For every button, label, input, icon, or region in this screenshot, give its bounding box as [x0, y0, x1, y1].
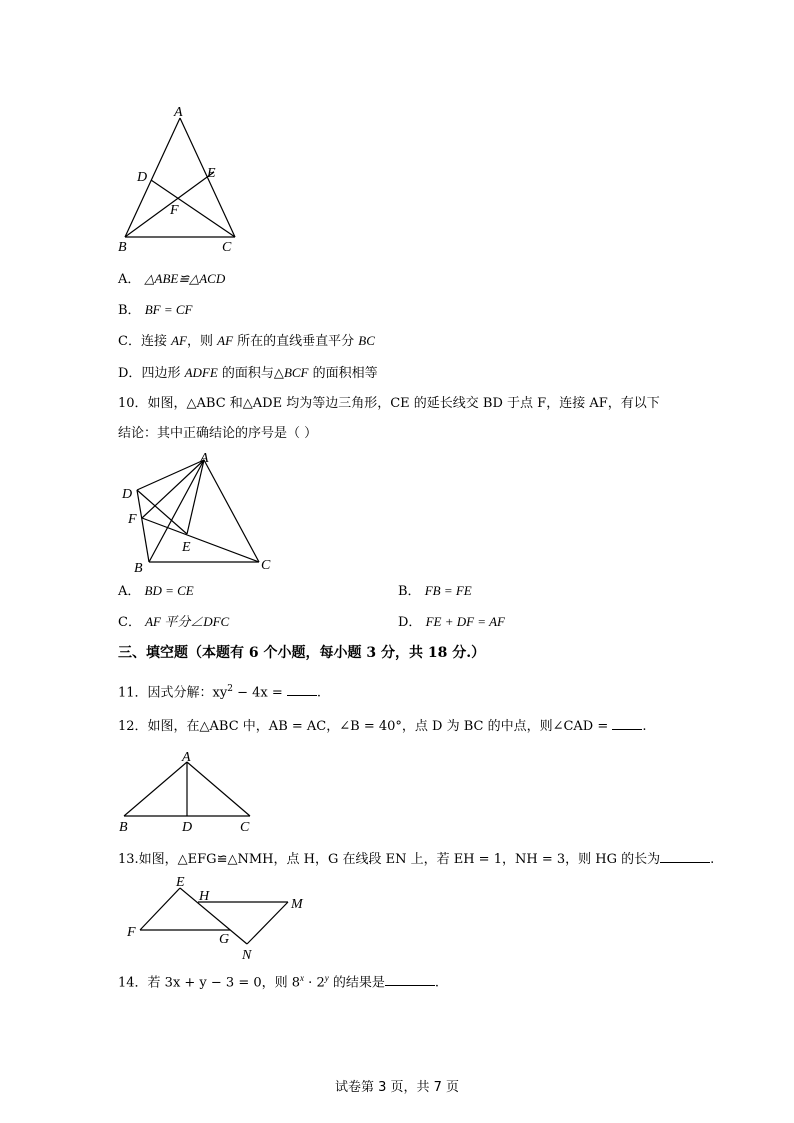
option-text: 连接 [140, 334, 172, 349]
q11-prefix: 11．因式分解： [118, 685, 213, 701]
q9-label-f: F [170, 203, 179, 218]
option-letter: A． [118, 272, 141, 287]
math-af: AF [217, 333, 234, 348]
q9-label-d: D [137, 170, 148, 185]
answer-blank[interactable] [612, 719, 642, 730]
q13-figure [120, 872, 320, 964]
q9-figure [110, 100, 250, 255]
q11-exponent: 2 [227, 684, 233, 694]
option-letter: C． [118, 334, 141, 349]
q9-option-d [118, 364, 378, 383]
q11-expr: − 4x = [232, 685, 287, 701]
q10-label-b: B [134, 561, 143, 576]
q12-label-d: D [182, 820, 193, 835]
section-heading: 三、填空题（本题有 6 个小题，每小题 3 分，共 18 分.） [118, 645, 486, 661]
option-text: BF = CF [144, 302, 193, 317]
q9-label-b: B [118, 240, 127, 255]
q12-end: . [642, 719, 647, 734]
answer-blank[interactable] [660, 852, 710, 863]
option-letter: C． [118, 615, 141, 630]
q12-figure [112, 748, 262, 836]
q10-option-d [398, 613, 505, 632]
q13-label-n: N [242, 948, 252, 963]
math-bcf: BCF [283, 365, 309, 380]
q10-label-c: C [261, 558, 271, 573]
q13-label-f: F [127, 925, 136, 940]
q10-label-f: F [128, 512, 137, 527]
option-text: 的面积与△ [217, 366, 284, 381]
q14-exponent: x [300, 973, 305, 983]
q14-text: · 2 [304, 975, 325, 991]
q9-label-a: A [174, 105, 183, 120]
q12-text: 12．如图，在△ABC 中，AB = AC，∠B = 40°，点 D 为 BC 的中点，则∠CAD = [118, 719, 613, 734]
q12-stem [118, 718, 647, 736]
q9-label-e: E [207, 166, 216, 181]
q10-figure [112, 448, 282, 576]
option-text: 所在的直线垂直平分 [233, 334, 359, 349]
page-footer: 试卷第 3 页，共 7 页 [334, 1080, 460, 1095]
option-text: 的面积相等 [308, 366, 378, 381]
q11-stem [118, 680, 321, 702]
option-text: △ABE≌△ACD [144, 271, 226, 286]
q12-label-a: A [182, 750, 191, 765]
option-text: FB = FE [424, 583, 472, 598]
q10-option-c [118, 613, 229, 632]
q10-label-a: A [200, 451, 209, 466]
q11-expr: xy [212, 685, 228, 701]
option-letter: B． [398, 584, 421, 599]
q14-exponent: y [324, 973, 329, 983]
q14-stem [118, 969, 439, 992]
answer-blank[interactable] [287, 685, 317, 696]
q13-stem [118, 851, 714, 869]
math-af: AF [171, 333, 187, 348]
q9-option-a [118, 270, 225, 289]
q13-label-m: M [291, 897, 303, 912]
q13-label-g: G [219, 932, 230, 947]
q13-end: . [710, 852, 715, 867]
q14-text: 14．若 3x + y − 3 = 0，则 8 [118, 975, 301, 991]
q13-label-e: E [176, 875, 185, 890]
q12-label-c: C [240, 820, 250, 835]
option-text: FE + DF = AF [425, 614, 505, 629]
option-text: ，则 [186, 334, 218, 349]
q9-option-b [118, 301, 192, 320]
option-text: AF 平分∠DFC [145, 614, 230, 629]
q9-label-c: C [222, 240, 232, 255]
option-letter: D． [118, 366, 142, 381]
q10-option-b [398, 582, 472, 601]
q10-label-d: D [122, 487, 133, 502]
math-bc: BC [358, 333, 375, 348]
q10-stem-line2: 结论：其中正确结论的序号是（ ） [118, 426, 318, 441]
option-text: BD = CE [144, 583, 194, 598]
option-letter: D． [398, 615, 422, 630]
q10-label-e: E [182, 540, 191, 555]
q13-text: 13.如图，△EFG≌△NMH，点 H，G 在线段 EN 上，若 EH = 1，NH = 3，则 HG 的长为 [118, 852, 661, 867]
q14-end: . [434, 975, 439, 991]
q10-stem-line1: 10．如图，△ABC 和△ADE 均为等边三角形，CE 的延长线交 BD 于点 F，连接 AF，有以下 [118, 396, 660, 411]
q10-option-a [118, 582, 194, 601]
q13-label-h: H [199, 889, 210, 904]
option-letter: A． [118, 584, 141, 599]
math-adfe: ADFE [184, 365, 218, 380]
answer-blank[interactable] [385, 975, 435, 986]
q9-option-c [118, 332, 375, 351]
q14-text: 的结果是 [328, 975, 385, 991]
option-text: 四边形 [141, 366, 185, 381]
q11-end: . [316, 685, 322, 701]
q12-label-b: B [119, 820, 128, 835]
option-letter: B． [118, 303, 141, 318]
